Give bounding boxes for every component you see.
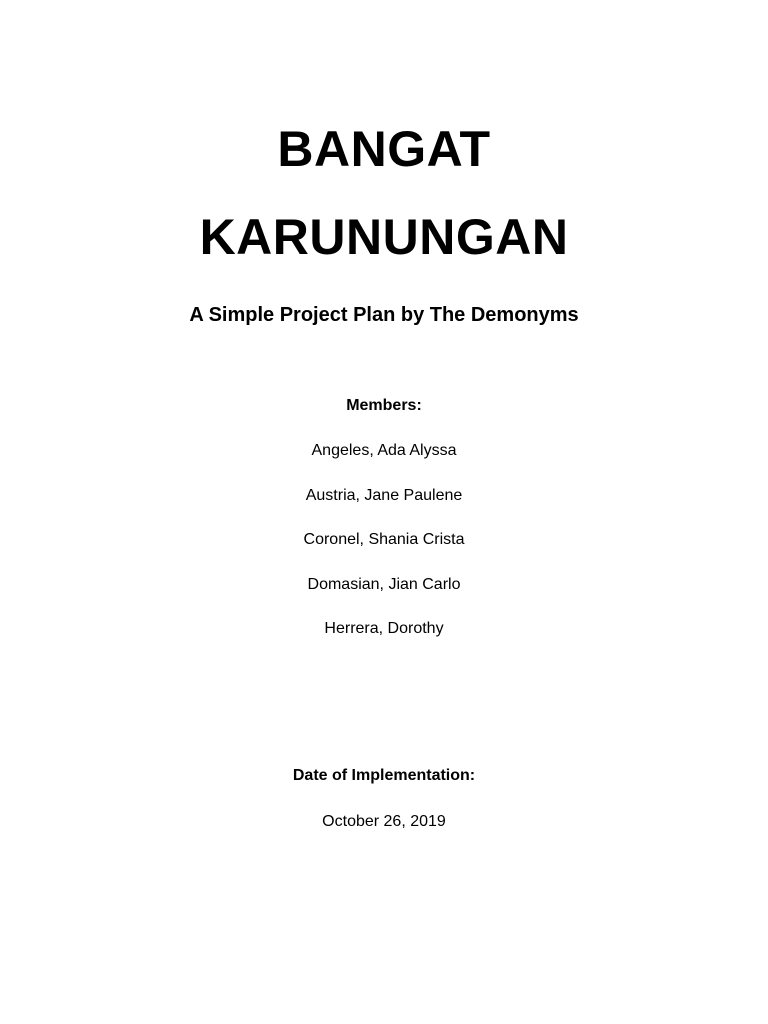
members-label: Members: — [346, 397, 422, 414]
member-name: Austria, Jane Paulene — [305, 486, 463, 504]
subtitle: A Simple Project Plan by The Demonyms — [189, 304, 579, 326]
member-name: Angeles, Ada Alyssa — [311, 442, 457, 459]
date-label: Date of Implementation: — [292, 767, 476, 784]
member-name: Herrera, Dorothy — [324, 620, 444, 637]
member-list — [0, 440, 768, 663]
member-name: Coronel, Shania Crista — [303, 531, 465, 548]
member-name: Domasian, Jian Carlo — [307, 575, 461, 593]
title-line-2: KARUNUNGAN — [199, 209, 569, 265]
date-value: October 26, 2019 — [322, 813, 446, 830]
title-line-1: BANGAT — [277, 121, 491, 177]
